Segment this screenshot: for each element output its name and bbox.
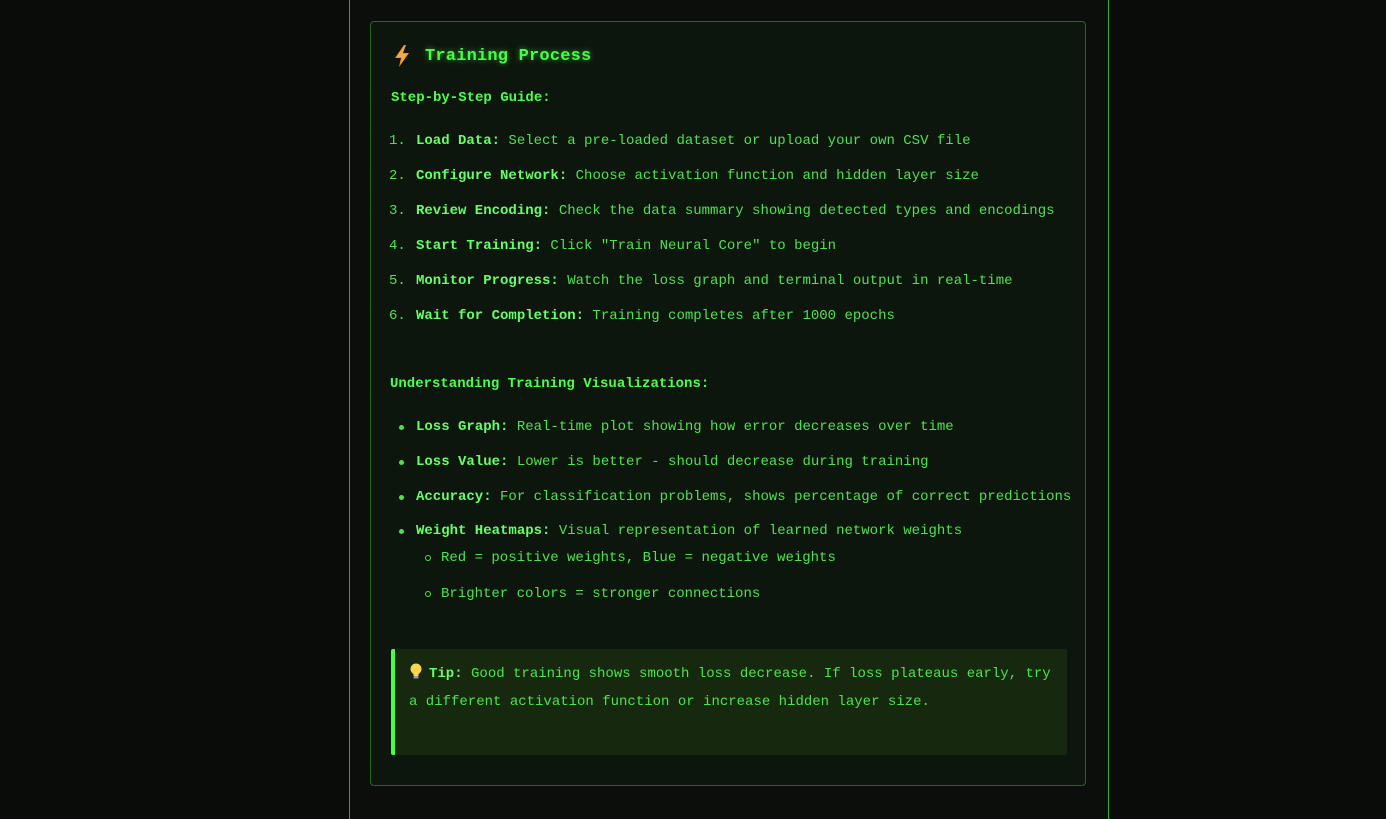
- step-label: Review Encoding:: [416, 203, 551, 219]
- visualizations-list: [389, 413, 1079, 616]
- step-text: Choose activation function and hidden layer size: [567, 168, 979, 184]
- note-text: Brighter colors = stronger connections: [441, 586, 761, 602]
- heatmap-notes-list: [416, 544, 1079, 608]
- tip-text: Good training shows smooth loss decrease. If loss plateaus early, try a different activation function or increase hidden layer size.: [409, 666, 1051, 710]
- step-text: Watch the loss graph and terminal output in real-time: [558, 273, 1013, 289]
- list-item: [389, 448, 1079, 476]
- guide-heading: Step-by-Step Guide:: [391, 90, 551, 106]
- circle-bullet-icon: [425, 555, 431, 561]
- bullet-icon: [399, 460, 404, 465]
- step-label: Start Training:: [416, 238, 543, 254]
- list-item: [389, 518, 1079, 608]
- item-text: Visual representation of learned network weights: [550, 523, 963, 539]
- bullet-icon: [399, 425, 404, 430]
- step-number: 6.: [389, 308, 406, 324]
- step-text: Click "Train Neural Core" to begin: [542, 238, 837, 254]
- tip-callout: [391, 649, 1067, 755]
- list-item: [389, 267, 1079, 295]
- list-item: [389, 127, 1079, 155]
- item-label: Loss Graph:: [416, 419, 509, 435]
- step-label: Load Data:: [416, 133, 501, 149]
- step-number: 1.: [389, 133, 406, 149]
- item-label: Weight Heatmaps:: [416, 523, 551, 539]
- step-number: 3.: [389, 203, 406, 219]
- note-text: Red = positive weights, Blue = negative weights: [441, 550, 836, 566]
- list-item: [389, 413, 1079, 441]
- bullet-icon: [399, 495, 404, 500]
- item-text: Lower is better - should decrease during training: [508, 454, 929, 470]
- item-label: Loss Value:: [416, 454, 509, 470]
- step-label: Configure Network:: [416, 168, 568, 184]
- circle-bullet-icon: [425, 591, 431, 597]
- step-text: Check the data summary showing detected types and encodings: [550, 203, 1055, 219]
- step-text: Select a pre-loaded dataset or upload your own CSV file: [500, 133, 971, 149]
- list-item: [416, 544, 1079, 572]
- tip-label: Tip:: [429, 666, 463, 682]
- step-label: Monitor Progress:: [416, 273, 559, 289]
- bullet-icon: [399, 529, 404, 534]
- panel-title: Training Process: [425, 46, 592, 66]
- step-text: Training completes after 1000 epochs: [584, 308, 895, 324]
- item-label: Accuracy:: [416, 489, 492, 505]
- list-item: [389, 232, 1079, 260]
- item-text: Real-time plot showing how error decreases over time: [508, 419, 954, 435]
- list-item: [389, 162, 1079, 190]
- step-number: 5.: [389, 273, 406, 289]
- panel-header: [393, 43, 591, 69]
- list-item: [389, 483, 1079, 511]
- steps-list: [389, 127, 1079, 337]
- step-label: Wait for Completion:: [416, 308, 585, 324]
- list-item: [389, 197, 1079, 225]
- item-text: For classification problems, shows percentage of correct predictions: [491, 489, 1072, 505]
- lightning-bolt-icon: [393, 45, 411, 67]
- visualizations-heading: Understanding Training Visualizations:: [390, 376, 710, 392]
- list-item: [389, 302, 1079, 330]
- light-bulb-icon: [409, 663, 423, 679]
- step-number: 2.: [389, 168, 406, 184]
- step-number: 4.: [389, 238, 406, 254]
- list-item: [416, 580, 1079, 608]
